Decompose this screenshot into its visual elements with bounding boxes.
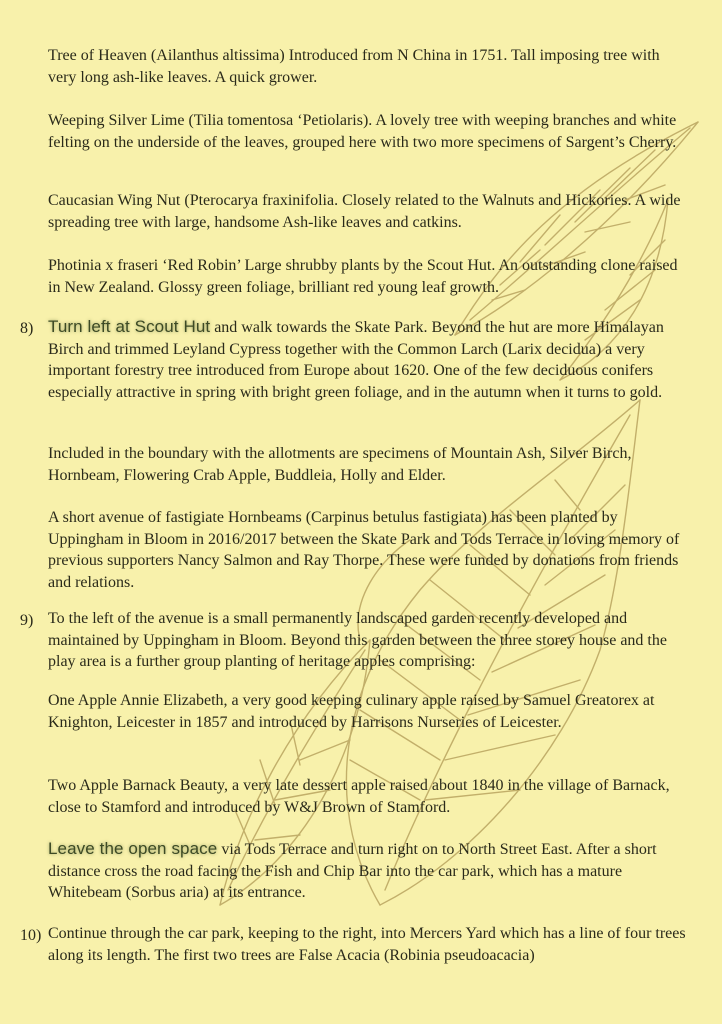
step-8-paragraph (48, 316, 688, 403)
leave-open-space-text: via Tods Terrace and turn right on to North Street East. After a short distance cross the road facing the Fish and Chip Bar into the car park, which has a mature Whitebeam (Sorbus aria) at its entrance. (48, 841, 657, 901)
step-10-paragraph: Continue through the car park, keeping to the right, into Mercers Yard which has a line of four trees along its length. The first two trees are False Acacia (Robinia pseudoacacia) (48, 925, 686, 964)
step-9-paragraph: To the left of the avenue is a small permanently landscaped garden recently developed and maintained by Uppingham in Bloom. Beyond this garden between the three storey house and the play area is a further group planting of heritage apples comprising: (48, 610, 667, 670)
leave-open-space-paragraph (48, 838, 688, 904)
tree-of-heaven-paragraph: Tree of Heaven (Ailanthus altissima) Introduced from N China in 1751. Tall imposing tree with very long ash-like leaves. A quick grower. (48, 47, 660, 86)
wing-nut-paragraph: Caucasian Wing Nut (Pterocarya fraxinifolia. Closely related to the Walnuts and Hickories. A wide spreading tree with large, handsome Ash-like leaves and catkins. (48, 192, 681, 231)
step-number-9: 9) (20, 612, 34, 629)
step-number-8: 8) (20, 320, 34, 337)
step-8-heading: Turn left at Scout Hut (48, 317, 211, 336)
photinia-paragraph: Photinia x fraseri ‘Red Robin’ Large shrubby plants by the Scout Hut. An outstanding clone raised in New Zealand. Glossy green foliage, brilliant red young leaf growth. (48, 257, 678, 296)
step-8-text: and walk towards the Skate Park. Beyond the hut are more Himalayan Birch and trimmed Leyland Cypress together with the Common Larch (Larix decidua) a very important forestry tree introduced from Europe about 1620. One of the few deciduous conifers especially attractive in spring with bright green foliage, and in the autumn when it turns to gold. (48, 319, 664, 401)
hornbeams-paragraph: A short avenue of fastigiate Hornbeams (Carpinus betulus fastigiata) has been planted by Uppingham in Bloom in 2016/2017 between the Skate Park and Tods Terrace in loving memory of previous supporters Nancy Salmon and Ray Thorpe. These were funded by donations from friends and relations. (48, 509, 680, 591)
boundary-paragraph: Included in the boundary with the allotments are specimens of Mountain Ash, Silver Birch, Hornbeam, Flowering Crab Apple, Buddleia, Holly and Elder. (48, 445, 632, 484)
annie-elizabeth-paragraph: One Apple Annie Elizabeth, a very good keeping culinary apple raised by Samuel Greatorex at Knighton, Leicester in 1857 and introduced by Harrisons Nurseries of Leicester. (48, 692, 655, 731)
barnack-beauty-paragraph: Two Apple Barnack Beauty, a very late dessert apple raised about 1840 in the village of Barnack, close to Stamford and introduced by W&J Brown of Stamford. (48, 777, 670, 816)
weeping-lime-paragraph: Weeping Silver Lime (Tilia tomentosa ‘Petiolaris). A lovely tree with weeping branches and white felting on the underside of the leaves, grouped here with two more specimens of Sargent’s Cherry. (48, 112, 677, 151)
leave-open-space-heading: Leave the open space (48, 839, 218, 858)
step-number-10: 10) (20, 927, 42, 944)
